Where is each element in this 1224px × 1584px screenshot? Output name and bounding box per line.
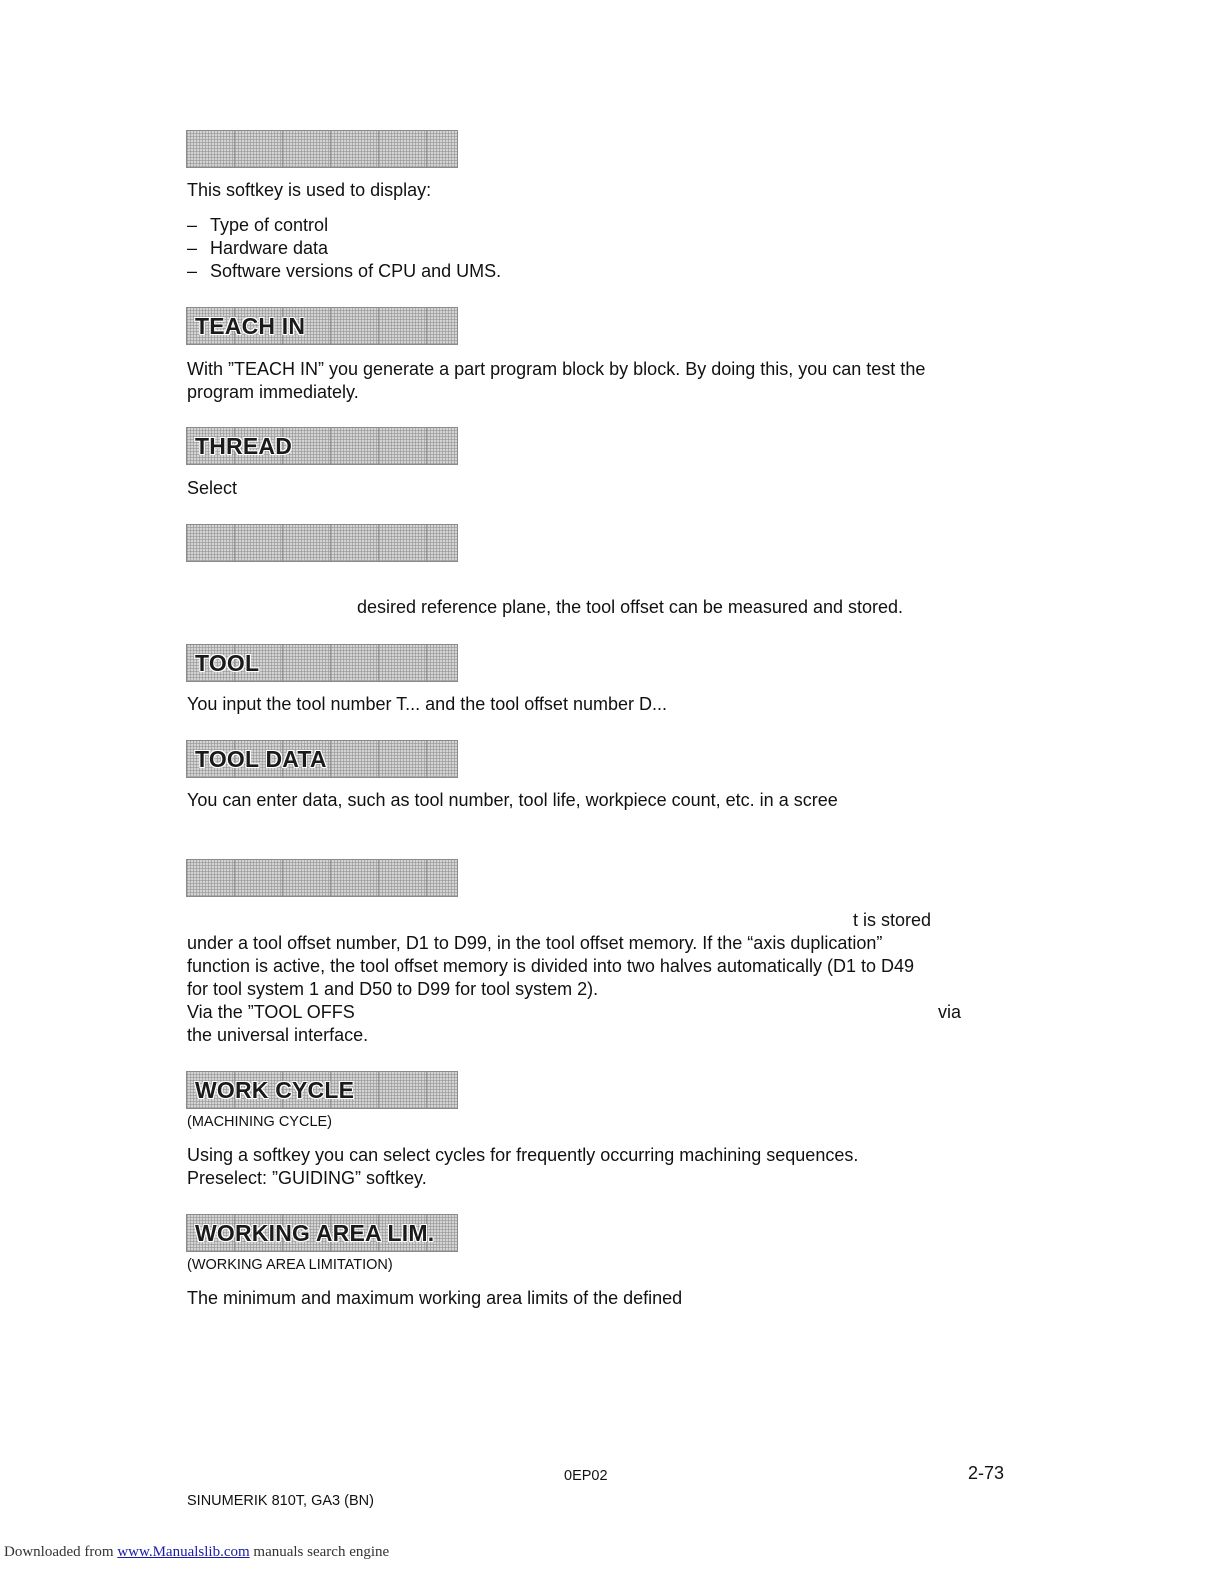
softkey-thread xyxy=(186,427,458,465)
list-item xyxy=(187,237,501,260)
softkey-label: WORK CYCLE xyxy=(195,1077,355,1103)
working-area-subtitle: (WORKING AREA LIMITATION) xyxy=(187,1257,393,1273)
version-list xyxy=(187,214,501,283)
page-number: 2-73 xyxy=(968,1463,1005,1483)
softkey-tool-measure xyxy=(186,524,458,562)
softkey-tool-offset xyxy=(186,859,458,897)
download-suffix: manuals search engine xyxy=(253,1544,390,1560)
softkey-work-cycle xyxy=(186,1071,458,1109)
softkey-tool-data xyxy=(186,740,458,778)
work-cycle-line2: Preselect: ”GUIDING” softkey. xyxy=(187,1168,427,1188)
tool-text: You input the tool number T... and the tool offset number D... xyxy=(187,694,667,714)
softkey-working-area-lim xyxy=(186,1214,458,1252)
softkey-label: TEACH IN xyxy=(195,313,306,339)
tool-measure-text: desired reference plane, the tool offset can be measured and stored. xyxy=(357,597,904,617)
tool-offset-line1: t is stored xyxy=(853,910,932,930)
softkey-label: TOOL DATA xyxy=(195,746,327,772)
download-prefix: Downloaded from xyxy=(4,1544,114,1560)
tool-data-text: You can enter data, such as tool number, tool life, workpiece count, etc. in a scree xyxy=(187,790,838,810)
softkey-label: WORKING AREA LIM. xyxy=(195,1220,435,1246)
list-dash: – xyxy=(187,215,198,235)
work-cycle-subtitle: (MACHINING CYCLE) xyxy=(187,1114,333,1130)
tool-offset-line4: for tool system 1 and D50 to D99 for tool system 2). xyxy=(187,979,599,999)
teach-in-text-line1: With ”TEACH IN” you generate a part program block by block. By doing this, you can test the xyxy=(187,359,926,379)
work-cycle-line1: Using a softkey you can select cycles for frequently occurring machining sequences. xyxy=(187,1145,859,1165)
list-item-text: Hardware data xyxy=(210,238,329,258)
thread-text: Select xyxy=(187,478,238,498)
tool-offset-line5b: via xyxy=(938,1002,962,1022)
list-item xyxy=(187,214,501,237)
softkey-teach-in xyxy=(186,307,458,345)
softkey-label: THREAD xyxy=(195,433,293,459)
softkey-version xyxy=(186,130,458,168)
download-note xyxy=(4,1541,389,1564)
tool-offset-line6: the universal interface. xyxy=(187,1025,369,1045)
tool-offset-line2: under a tool offset number, D1 to D99, in the tool offset memory. If the “axis duplication” xyxy=(187,933,883,953)
working-area-text: The minimum and maximum working area limits of the defined xyxy=(187,1288,683,1308)
footer-code: 0EP02 xyxy=(564,1468,608,1484)
softkey-tool xyxy=(186,644,458,682)
softkey-label: TOOL xyxy=(195,650,260,676)
list-dash: – xyxy=(187,238,198,258)
footer-product: SINUMERIK 810T, GA3 (BN) xyxy=(187,1493,374,1509)
list-item xyxy=(187,260,501,283)
list-dash: – xyxy=(187,261,198,281)
list-item-text: Type of control xyxy=(210,215,329,235)
manualslib-link[interactable]: www.Manualslib.com xyxy=(117,1544,250,1560)
list-item-text: Software versions of CPU and UMS. xyxy=(210,261,502,281)
teach-in-text-line2: program immediately. xyxy=(187,382,359,402)
tool-offset-line5a: Via the ”TOOL OFFS xyxy=(187,1002,355,1022)
tool-offset-line3: function is active, the tool offset memory is divided into two halves automatically (D1 to D49 xyxy=(187,956,915,976)
version-intro: This softkey is used to display: xyxy=(187,180,432,200)
